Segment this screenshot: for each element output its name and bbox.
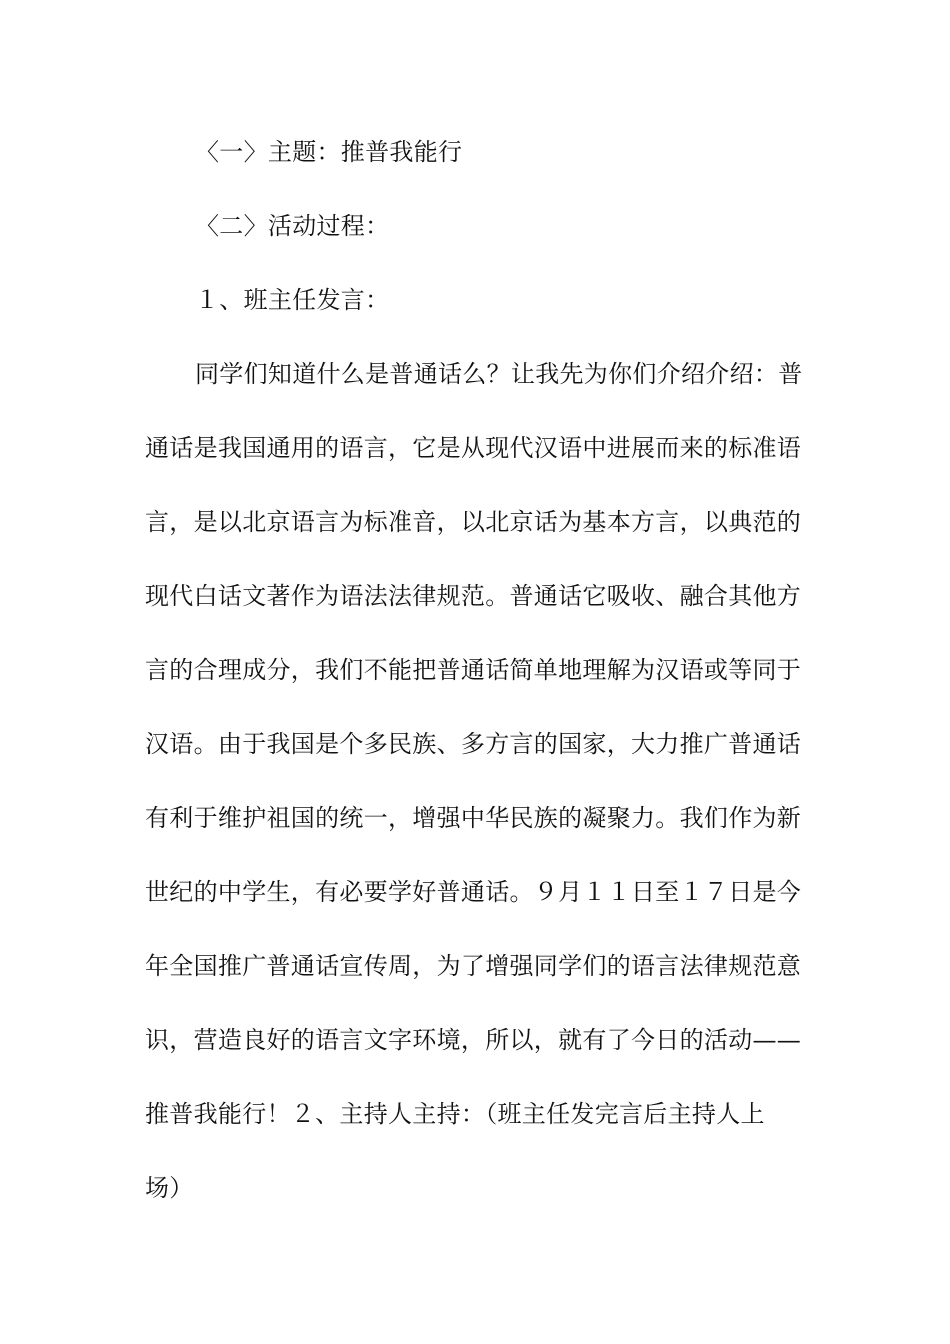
paragraph-line: 现代白话文著作为语法法律规范。普通话它吸收、融合其他方 [145,582,802,610]
section-heading-theme: 〈一〉主题：推普我能行 [195,138,463,166]
paragraph-line: 通话是我国通用的语言，它是从现代汉语中进展而来的标准语 [145,434,802,462]
paragraph-line: 言的合理成分，我们不能把普通话简单地理解为汉语或等同于 [145,656,802,684]
paragraph-line: 同学们知道什么是普通话么？让我先为你们介绍介绍：普 [195,360,803,388]
paragraph-line: 世纪的中学生，有必要学好普通话。９月１１日至１７日是今 [145,878,802,906]
paragraph-line: 年全国推广普通话宣传周，为了增强同学们的语言法律规范意 [145,952,802,980]
paragraph-line: 场） [145,1174,194,1202]
paragraph-line: 识，营造良好的语言文字环境，所以，就有了今日的活动—— [145,1026,802,1054]
paragraph-line: 汉语。由于我国是个多民族、多方言的国家，大力推广普通话 [145,730,802,758]
paragraph-line: 推普我能行！２、主持人主持：（班主任发完言后主持人上 [145,1100,765,1128]
paragraph-line: 有利于维护祖国的统一，增强中华民族的凝聚力。我们作为新 [145,804,802,832]
paragraph-line: 言，是以北京语言为标准音，以北京话为基本方言，以典范的 [145,508,802,536]
section-heading-process: 〈二〉活动过程： [195,212,390,240]
subheading-teacher-speech: １、班主任发言： [195,286,390,314]
